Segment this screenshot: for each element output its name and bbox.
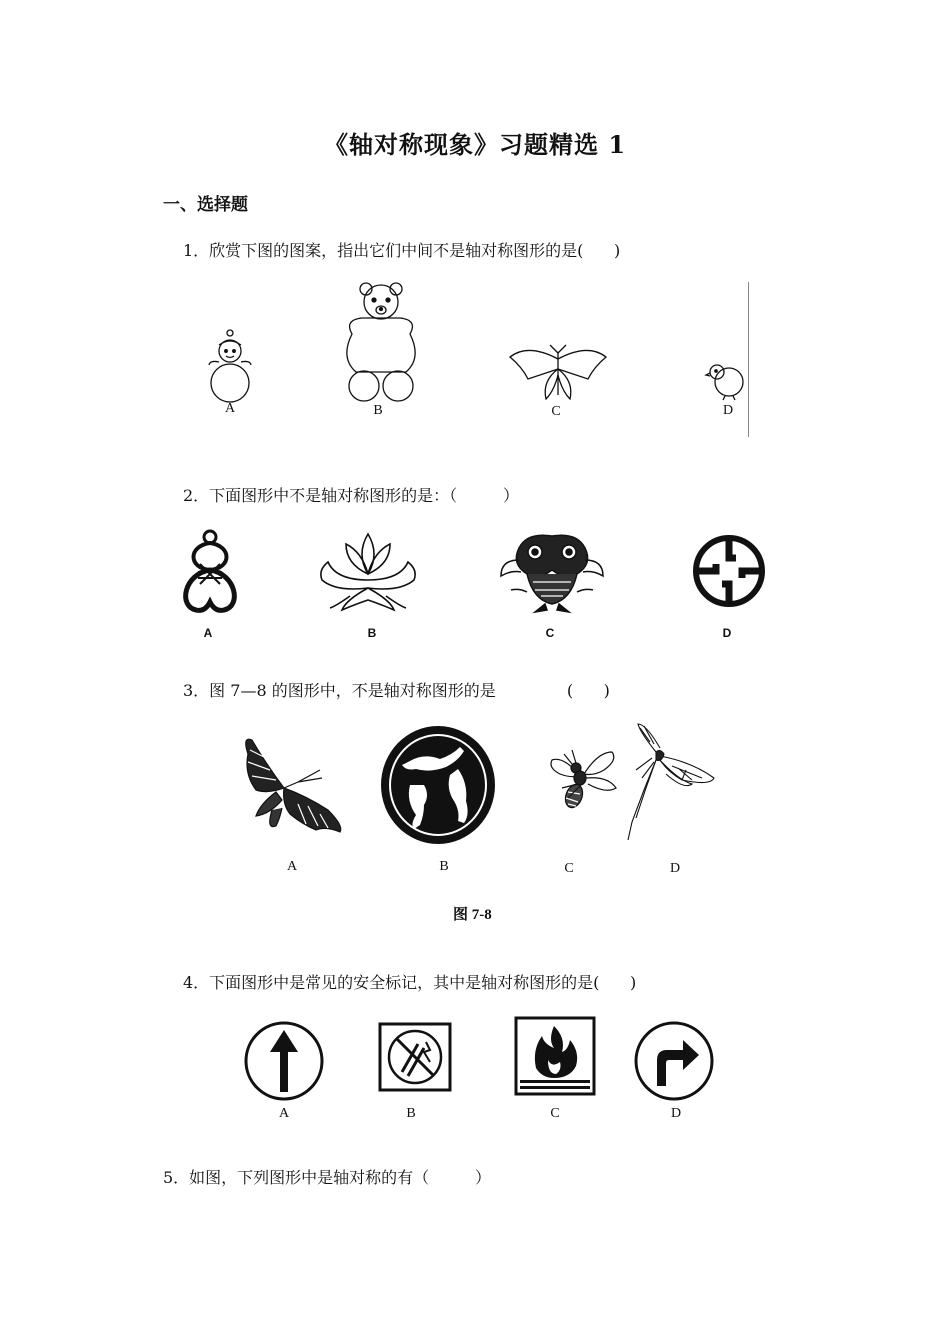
swallowtail-butterfly-icon	[236, 734, 346, 838]
q2-label-a: A	[203, 626, 213, 640]
dragonfly-icon	[622, 722, 718, 844]
q1-label-a: A	[224, 401, 236, 416]
q3-label-c: C	[564, 861, 574, 876]
q4-label-d: D	[670, 1106, 682, 1121]
q4-label-c: C	[550, 1106, 560, 1121]
teddy-bear-icon	[340, 280, 422, 404]
q2-label-d: D	[722, 626, 732, 640]
question-2-text: 2．下面图形中不是轴对称图形的是：（ ）	[183, 486, 519, 505]
snowman-doll-icon	[205, 325, 255, 405]
bee-icon	[546, 740, 620, 814]
chick-icon	[705, 362, 750, 402]
q2-label-c: C	[545, 626, 555, 640]
q1-label-b: B	[373, 403, 383, 418]
q2-label-b: B	[367, 626, 377, 640]
q1-label-d: D	[722, 403, 734, 418]
q3-label-b: B	[439, 859, 449, 874]
q4-label-a: A	[278, 1106, 290, 1121]
q3-label-a: A	[286, 859, 298, 874]
q3-label-d: D	[669, 861, 681, 876]
question-5-text: 5．如图，下列图形中是轴对称的有（ ）	[163, 1168, 491, 1187]
section-heading: 一、选择题	[163, 195, 248, 215]
question-4-text: 4．下面图形中是常见的安全标记，其中是轴对称图形的是( )	[183, 973, 637, 992]
fish-mask-ornament-icon	[497, 530, 607, 614]
butterfly-icon	[508, 345, 608, 405]
scan-edge-line	[748, 282, 749, 437]
fire-hazard-sign-icon	[514, 1016, 596, 1096]
up-arrow-sign-icon	[243, 1020, 325, 1102]
question-1-text: 1．欣赏下图的图案，指出它们中间不是轴对称图形的是( )	[183, 241, 621, 260]
q4-label-b: B	[406, 1106, 416, 1121]
turn-right-sign-icon	[633, 1020, 715, 1102]
question-3-text: 3．图 7—8 的图形中，不是轴对称图形的是 ( )	[183, 681, 610, 700]
endless-knot-icon	[180, 528, 240, 614]
circle-cross-icon	[690, 532, 768, 610]
no-fireworks-sign-icon	[378, 1022, 452, 1092]
figure-caption: 图 7-8	[453, 907, 492, 923]
three-hares-circle-icon	[380, 725, 496, 845]
q1-label-c: C	[551, 404, 561, 419]
page-title: 《轴对称现象》习题精选 1	[323, 130, 627, 159]
lotus-icon	[316, 530, 420, 616]
